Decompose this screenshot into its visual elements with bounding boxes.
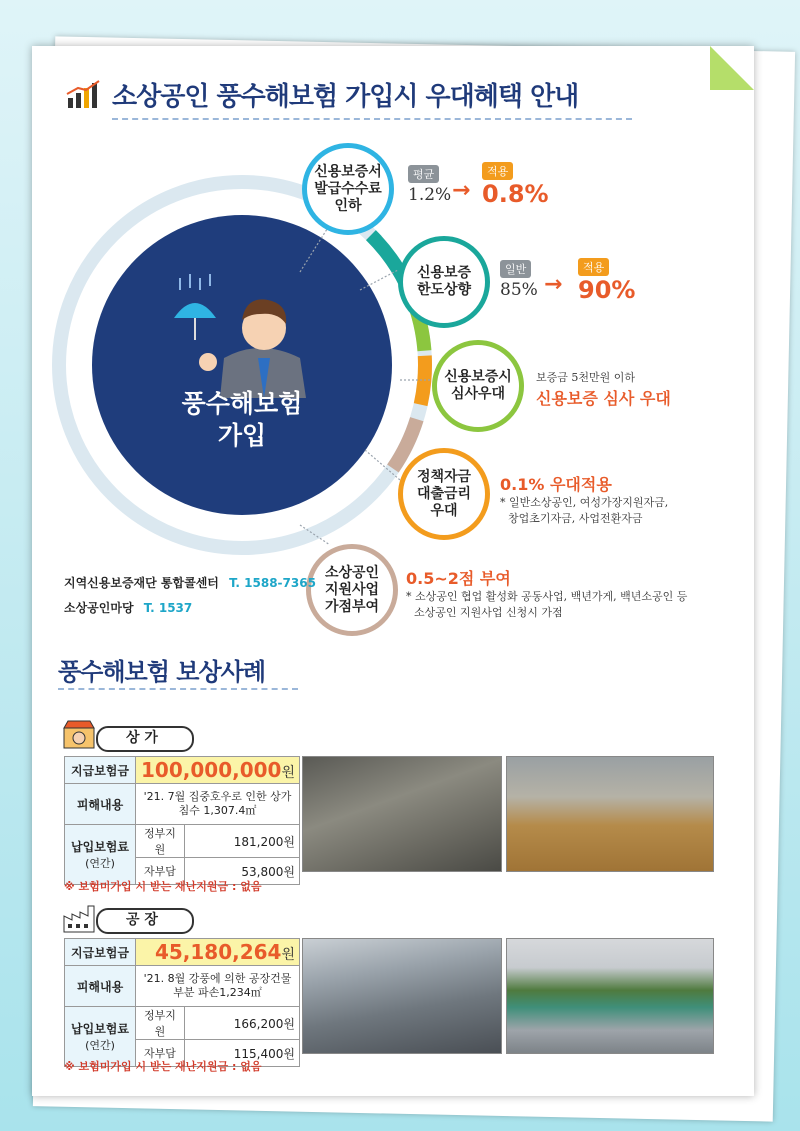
table-row: [65, 1007, 300, 1040]
benefit-bubble-fee: [302, 143, 394, 235]
damage-cell: [136, 784, 300, 825]
premium-label: 납입보험료: [71, 840, 129, 854]
gov-label: 정부지원: [136, 825, 185, 858]
wind-damage-photo-factory-2: [506, 938, 714, 1054]
store-icon: [62, 718, 96, 752]
bonus-note: * 소상공인 협업 활성화 공동사업, 백년가게, 백년소공인 등: [406, 590, 688, 603]
contact-item: [64, 574, 316, 591]
premium-sub: (연간): [85, 857, 115, 870]
factory-icon: [62, 904, 96, 934]
damage-line: '21. 8월 강풍에 의한 공장건물: [143, 972, 292, 985]
benefit-fee-values: [408, 163, 451, 205]
tag-average: 평균: [408, 165, 439, 183]
bubble-line: 심사우대: [450, 386, 506, 402]
paid-label: 지급보험금: [65, 939, 136, 966]
currency-unit: 원: [281, 765, 295, 781]
self-label: 자부담: [136, 858, 185, 885]
damage-line: '21. 7월 집중호우로 인한 상가: [143, 790, 292, 803]
flood-photo-store-1: [302, 756, 502, 872]
damage-line: 침수 1,307.4㎡: [178, 804, 257, 817]
bubble-line: 신용보증서: [314, 163, 382, 180]
arrow-right-icon: →: [452, 178, 471, 203]
gov-label: 정부지원: [136, 1007, 185, 1040]
benefit-bubble-limit: [398, 236, 490, 328]
center-label-line1: 풍수해보험: [181, 389, 303, 418]
bubble-line: 정책자금: [416, 468, 472, 485]
bonus-note: 소상공인 지원사업 신청시 가점: [414, 606, 563, 619]
paid-amount: 45,180,264: [154, 940, 282, 964]
bonus-benefit: 0.5~2점 부여: [406, 569, 511, 588]
benefit-loan-text: [500, 472, 668, 527]
store-note: ※ 보험미가입 시 받는 재난지원금 : 없음: [64, 880, 262, 893]
section-underline: [58, 688, 298, 690]
table-row: [65, 939, 300, 966]
paid-amount: 100,000,000: [141, 758, 282, 782]
benefit-limit-after: [578, 256, 635, 304]
table-row: [65, 966, 300, 1007]
tag-applied: 적용: [482, 162, 513, 180]
benefit-fee-after: [482, 160, 549, 208]
loan-note: 창업초기자금, 사업전환자금: [508, 512, 643, 525]
value-after: 90%: [578, 276, 636, 304]
currency-unit: 원: [281, 947, 295, 963]
premium-sub: (연간): [85, 1039, 115, 1052]
bubble-line: 대출금리: [416, 485, 472, 502]
table-row: [65, 784, 300, 825]
bubble-line: 우대: [430, 502, 458, 519]
premium-label: 납입보험료: [71, 1022, 129, 1036]
wind-damage-photo-factory-1: [302, 938, 502, 1054]
tag-general: 일반: [500, 260, 531, 278]
review-benefit: 신용보증 심사 우대: [536, 389, 671, 408]
loan-note: * 일반소상공인, 여성가장지원자금,: [500, 496, 669, 509]
benefit-bubble-review: [432, 340, 524, 432]
bubble-line: 발급수수료: [314, 180, 382, 197]
gov-amount: 166,200원: [185, 1007, 300, 1040]
tag-applied: 적용: [578, 258, 609, 276]
case-table-factory: [64, 938, 300, 1067]
case-tag-factory: 공 장: [96, 908, 194, 934]
review-condition: 보증금 5천만원 이하: [536, 371, 635, 384]
benefit-review-text: [536, 370, 671, 409]
damage-line: 부분 파손1,234㎡: [173, 986, 262, 999]
flood-photo-store-2: [506, 756, 714, 872]
contact-name: 지역신용보증재단 통합콜센터: [64, 576, 219, 590]
bubble-line: 한도상향: [416, 282, 472, 298]
benefit-bonus-text: [406, 566, 687, 621]
case-tag-store: 상 가: [96, 726, 194, 752]
bubble-line: 소상공인: [324, 564, 380, 581]
damage-label: 피해내용: [65, 784, 136, 825]
benefit-bubble-loan: [398, 448, 490, 540]
benefit-limit-values: [500, 258, 538, 300]
damage-cell: [136, 966, 300, 1007]
loan-benefit: 0.1% 우대적용: [500, 475, 612, 494]
page-title: 소상공인 풍수해보험 가입시 우대혜택 안내: [112, 82, 579, 112]
damage-label: 피해내용: [65, 966, 136, 1007]
benefit-bubble-bonus: [306, 544, 398, 636]
premium-label-cell: [65, 825, 136, 885]
table-row: [65, 757, 300, 784]
value-after: 0.8%: [482, 180, 549, 208]
value-before: 85%: [500, 280, 538, 300]
bubble-line: 지원사업: [324, 581, 380, 598]
contact-item: [64, 599, 316, 616]
self-amount: 115,400원: [185, 1040, 300, 1067]
contact-phone: T. 1588-7365: [229, 576, 316, 590]
bubble-line: 신용보증: [416, 265, 472, 281]
bubble-line: 가점부여: [324, 598, 380, 615]
table-row: [65, 825, 300, 858]
gov-amount: 181,200원: [185, 825, 300, 858]
case-table-store: [64, 756, 300, 885]
contact-list: [64, 574, 316, 616]
center-label-line2: 가입: [217, 421, 267, 450]
paid-amount-cell: [136, 939, 300, 966]
bubble-line: 신용보증시: [444, 369, 512, 385]
self-label: 자부담: [136, 1040, 185, 1067]
bubble-line: 인하: [334, 197, 362, 214]
contact-name: 소상공인마당: [64, 601, 134, 615]
paid-amount-cell: [136, 757, 300, 784]
section-title: 풍수해보험 보상사례: [58, 658, 266, 686]
self-amount: 53,800원: [185, 858, 300, 885]
contact-phone: T. 1537: [143, 601, 193, 615]
value-before: 1.2%: [408, 185, 452, 205]
factory-note: ※ 보험미가입 시 받는 재난지원금 : 없음: [64, 1060, 262, 1073]
paid-label: 지급보험금: [65, 757, 136, 784]
arrow-right-icon: →: [544, 272, 563, 297]
